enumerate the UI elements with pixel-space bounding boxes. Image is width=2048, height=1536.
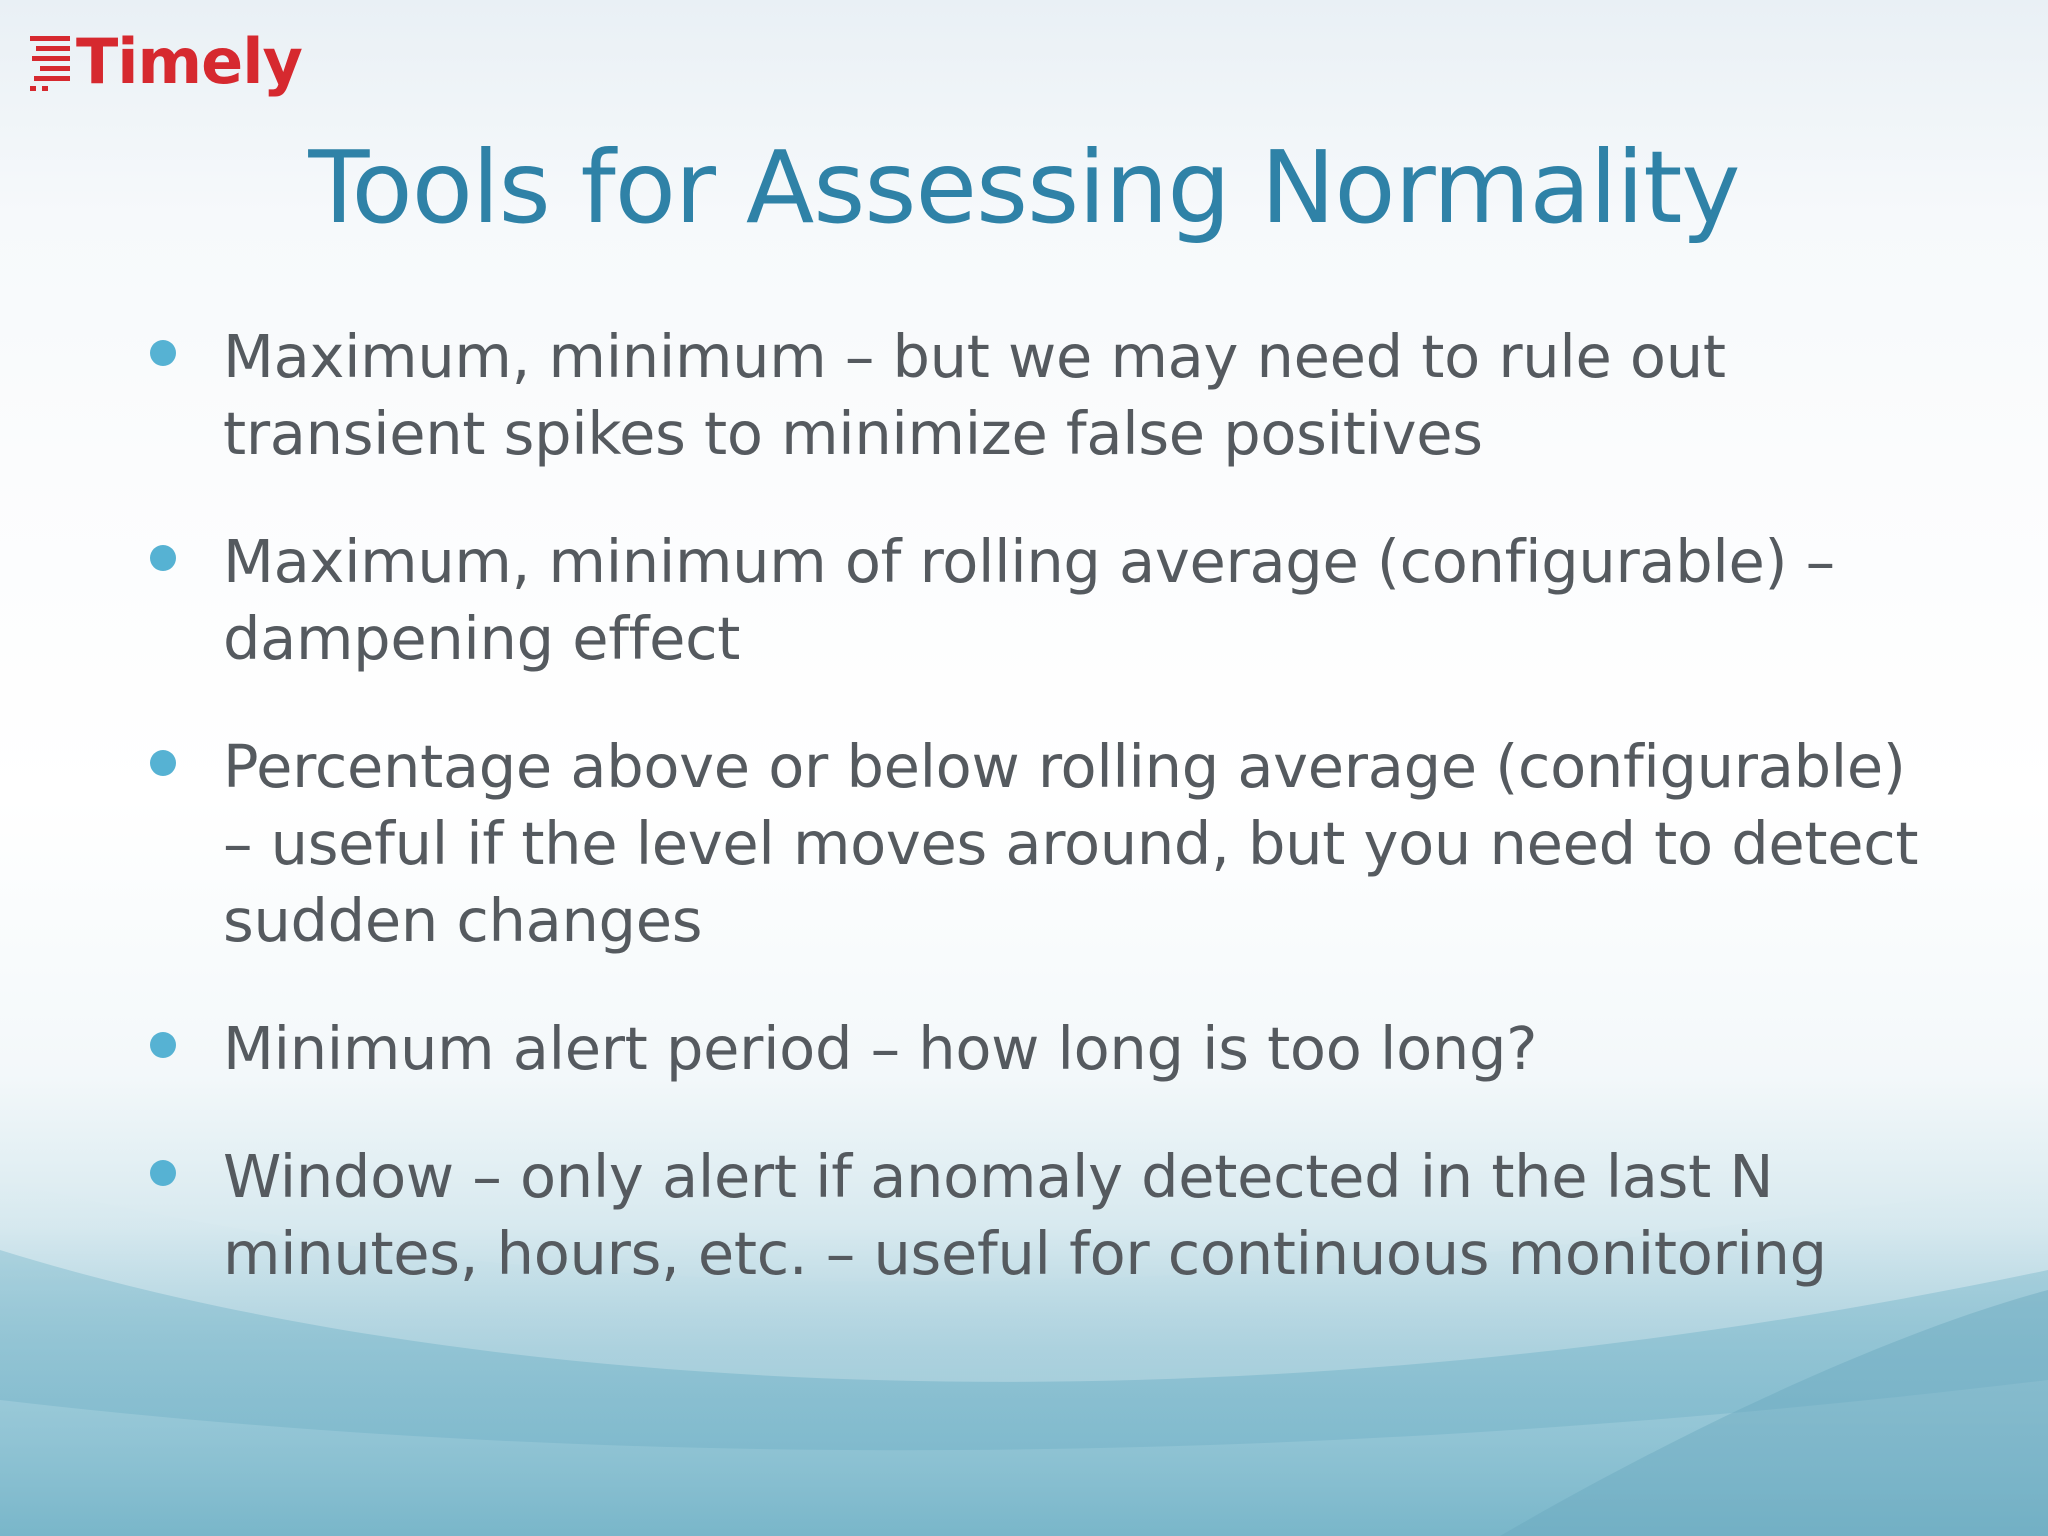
bullet-text: Percentage above or below rolling average (configurable) – useful if the level moves around, but you need to detect sudden changes — [223, 732, 1919, 955]
bullet-item — [145, 523, 1925, 677]
bullet-dot-icon — [150, 545, 176, 571]
bullet-dot-icon — [150, 1160, 176, 1186]
bullet-dot-icon — [150, 1032, 176, 1058]
bullet-dot-icon — [150, 750, 176, 776]
bullet-text: Window – only alert if anomaly detected in the last N minutes, hours, etc. – useful for continuous monitoring — [223, 1142, 1827, 1288]
bullet-list — [145, 318, 1925, 1343]
bullet-item — [145, 728, 1925, 959]
bullet-dot-icon — [150, 340, 176, 366]
bullet-item — [145, 1138, 1925, 1292]
bullet-item — [145, 1010, 1925, 1087]
bullet-text: Maximum, minimum of rolling average (configurable) – dampening effect — [223, 527, 1835, 673]
bullet-text: Maximum, minimum – but we may need to rule out transient spikes to minimize false positives — [223, 322, 1726, 468]
bullet-item — [145, 318, 1925, 472]
timely-logo — [30, 22, 302, 102]
logo-wordmark: Timely — [76, 25, 302, 98]
bullet-text: Minimum alert period – how long is too long? — [223, 1014, 1538, 1083]
slide-title: Tools for Assessing Normality — [308, 129, 1740, 246]
